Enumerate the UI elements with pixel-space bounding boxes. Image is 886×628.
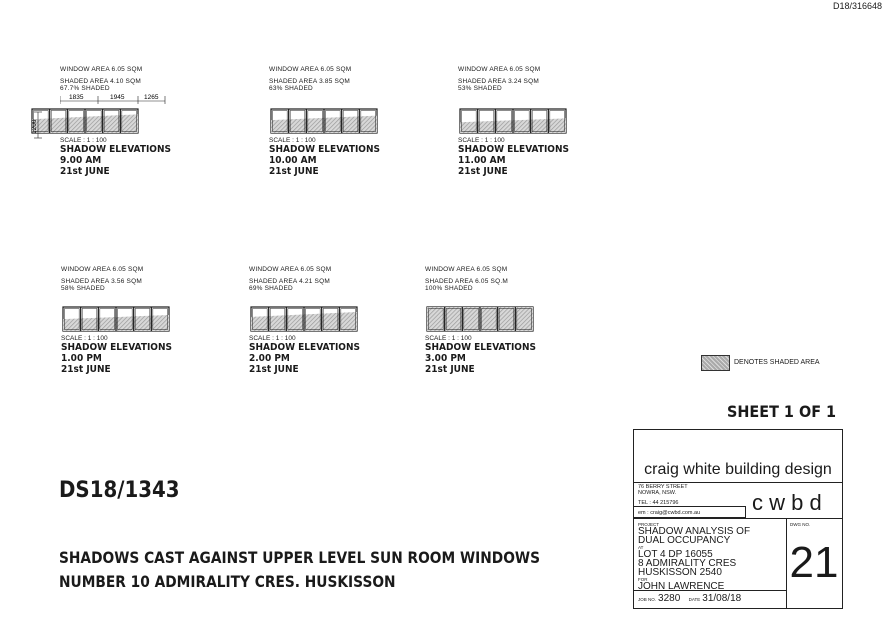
legend-label: DENOTES SHADED AREA [734, 359, 820, 366]
elevation-heading: SHADOW ELEVATIONS [425, 342, 536, 353]
drawing-title-line-1: SHADOWS CAST AGAINST UPPER LEVEL SUN ROOM WINDOWS [59, 548, 541, 567]
project-label: PROJECT [638, 522, 660, 527]
elevation-time: 11.00 AM [458, 155, 506, 166]
window-elevation-diagram [458, 108, 568, 135]
at-label: AT [638, 545, 644, 550]
window-elevation-diagram [269, 108, 379, 135]
shaded-percent-label: 100% SHADED [425, 285, 473, 292]
elevation-day: 21st JUNE [269, 166, 319, 177]
window-area-label: WINDOW AREA 6.05 SQM [249, 266, 332, 273]
firm-phone: TEL : 44 215796 [638, 500, 679, 506]
scale-label: SCALE : 1 : 100 [60, 137, 107, 144]
drawing-number: 21 [789, 538, 839, 587]
job-and-date [638, 593, 741, 604]
drawing-number-label: DWG NO. [790, 522, 811, 527]
elevation-day: 21st JUNE [249, 364, 299, 375]
scale-label: SCALE : 1 : 100 [61, 335, 108, 342]
firm-email: em : craig@cwbd.com.au [634, 506, 746, 518]
elevation-heading: SHADOW ELEVATIONS [249, 342, 360, 353]
elevation-heading: SHADOW ELEVATIONS [61, 342, 172, 353]
elevation-1500 [425, 266, 595, 375]
elevation-1300 [61, 266, 231, 375]
window-area-label: WINDOW AREA 6.05 SQM [60, 66, 143, 73]
window-area-label: WINDOW AREA 6.05 SQM [425, 266, 508, 273]
drawing-title-line-2: NUMBER 10 ADMIRALITY CRES. HUSKISSON [59, 572, 396, 591]
ds-number: DS18/1343 [59, 478, 180, 503]
dim-h: 1200 [31, 119, 38, 134]
scale-label: SCALE : 1 : 100 [458, 137, 505, 144]
scale-label: SCALE : 1 : 100 [269, 137, 316, 144]
window-area-label: WINDOW AREA 6.05 SQM [269, 66, 352, 73]
shaded-percent-label: 53% SHADED [458, 85, 502, 92]
shaded-percent-label: 67.7% SHADED [60, 85, 110, 92]
project-details [638, 522, 784, 591]
title-block [633, 429, 843, 609]
elevation-day: 21st JUNE [61, 364, 111, 375]
lot-number: LOT 4 DP 16055 [638, 549, 713, 560]
scale-label: SCALE : 1 : 100 [249, 335, 296, 342]
street-address: 8 ADMIRALITY CRES [638, 558, 737, 569]
elevation-time: 10.00 AM [269, 155, 317, 166]
client-name: JOHN LAWRENCE [638, 581, 725, 592]
for-label: FOR [638, 577, 648, 582]
window-area-label: WINDOW AREA 6.05 SQM [458, 66, 541, 73]
elevation-0900 [60, 66, 230, 177]
elevation-1100 [458, 66, 628, 177]
window-elevation-diagram [61, 306, 171, 333]
elevation-day: 21st JUNE [458, 166, 508, 177]
shaded-percent-label: 69% SHADED [249, 285, 293, 292]
logo-text: c w b d [752, 490, 822, 515]
project-line-1: SHADOW ANALYSIS OF [638, 526, 751, 537]
shaded-area-label: SHADED AREA 3.56 SQM [61, 278, 142, 285]
address-line-1: 76 BERRY STREET [638, 484, 688, 490]
window-area-label: WINDOW AREA 6.05 SQM [61, 266, 144, 273]
elevation-heading: SHADOW ELEVATIONS [269, 144, 380, 155]
project-line-2: DUAL OCCUPANCY [638, 535, 731, 546]
elevation-time: 1.00 PM [61, 353, 102, 364]
shaded-area-label: SHADED AREA 4.21 SQM [249, 278, 330, 285]
address-line-2: NOWRA, NSW. [638, 490, 677, 496]
elevation-heading: SHADOW ELEVATIONS [458, 144, 569, 155]
firm-address [638, 484, 688, 496]
elevation-time: 9.00 AM [60, 155, 102, 166]
date-label: DATE [688, 597, 701, 602]
document-reference: D18/316648 [832, 1, 882, 11]
elevation-day: 21st JUNE [60, 166, 110, 177]
window-elevation-diagram [30, 108, 140, 135]
dim-w2: 1945 [110, 94, 125, 101]
window-elevation-diagram [249, 306, 359, 333]
shaded-area-label: SHADED AREA 3.24 SQM [458, 78, 539, 85]
elevation-1400 [249, 266, 419, 375]
dim-w1: 1835 [69, 94, 84, 101]
shaded-area-label: SHADED AREA 3.85 SQM [269, 78, 350, 85]
elevation-time: 3.00 PM [425, 353, 466, 364]
firm-name: craig white building design [634, 458, 842, 483]
cwbd-logo [748, 482, 842, 518]
job-number: 3280 [658, 593, 681, 604]
drawing-date: 31/08/18 [702, 593, 742, 604]
elevation-1000 [269, 66, 439, 177]
shaded-area-label: SHADED AREA 4.10 SQM [60, 78, 141, 85]
shaded-area-label: SHADED AREA 6.05 SQ.M [425, 278, 508, 285]
elevation-time: 2.00 PM [249, 353, 290, 364]
width-dimensions [60, 92, 180, 104]
window-elevation-diagram [425, 306, 535, 333]
shaded-area-legend-swatch [701, 355, 730, 371]
shaded-percent-label: 58% SHADED [61, 285, 105, 292]
height-dimension [28, 110, 42, 140]
suburb: HUSKISSON 2540 [638, 567, 722, 578]
job-label: JOB NO. [638, 597, 657, 602]
elevation-day: 21st JUNE [425, 364, 475, 375]
elevation-heading: SHADOW ELEVATIONS [60, 144, 171, 155]
sheet-number: SHEET 1 OF 1 [727, 402, 837, 421]
dim-w3: 1265 [144, 94, 159, 101]
shaded-percent-label: 63% SHADED [269, 85, 313, 92]
scale-label: SCALE : 1 : 100 [425, 335, 472, 342]
title-block-divider [634, 518, 842, 519]
